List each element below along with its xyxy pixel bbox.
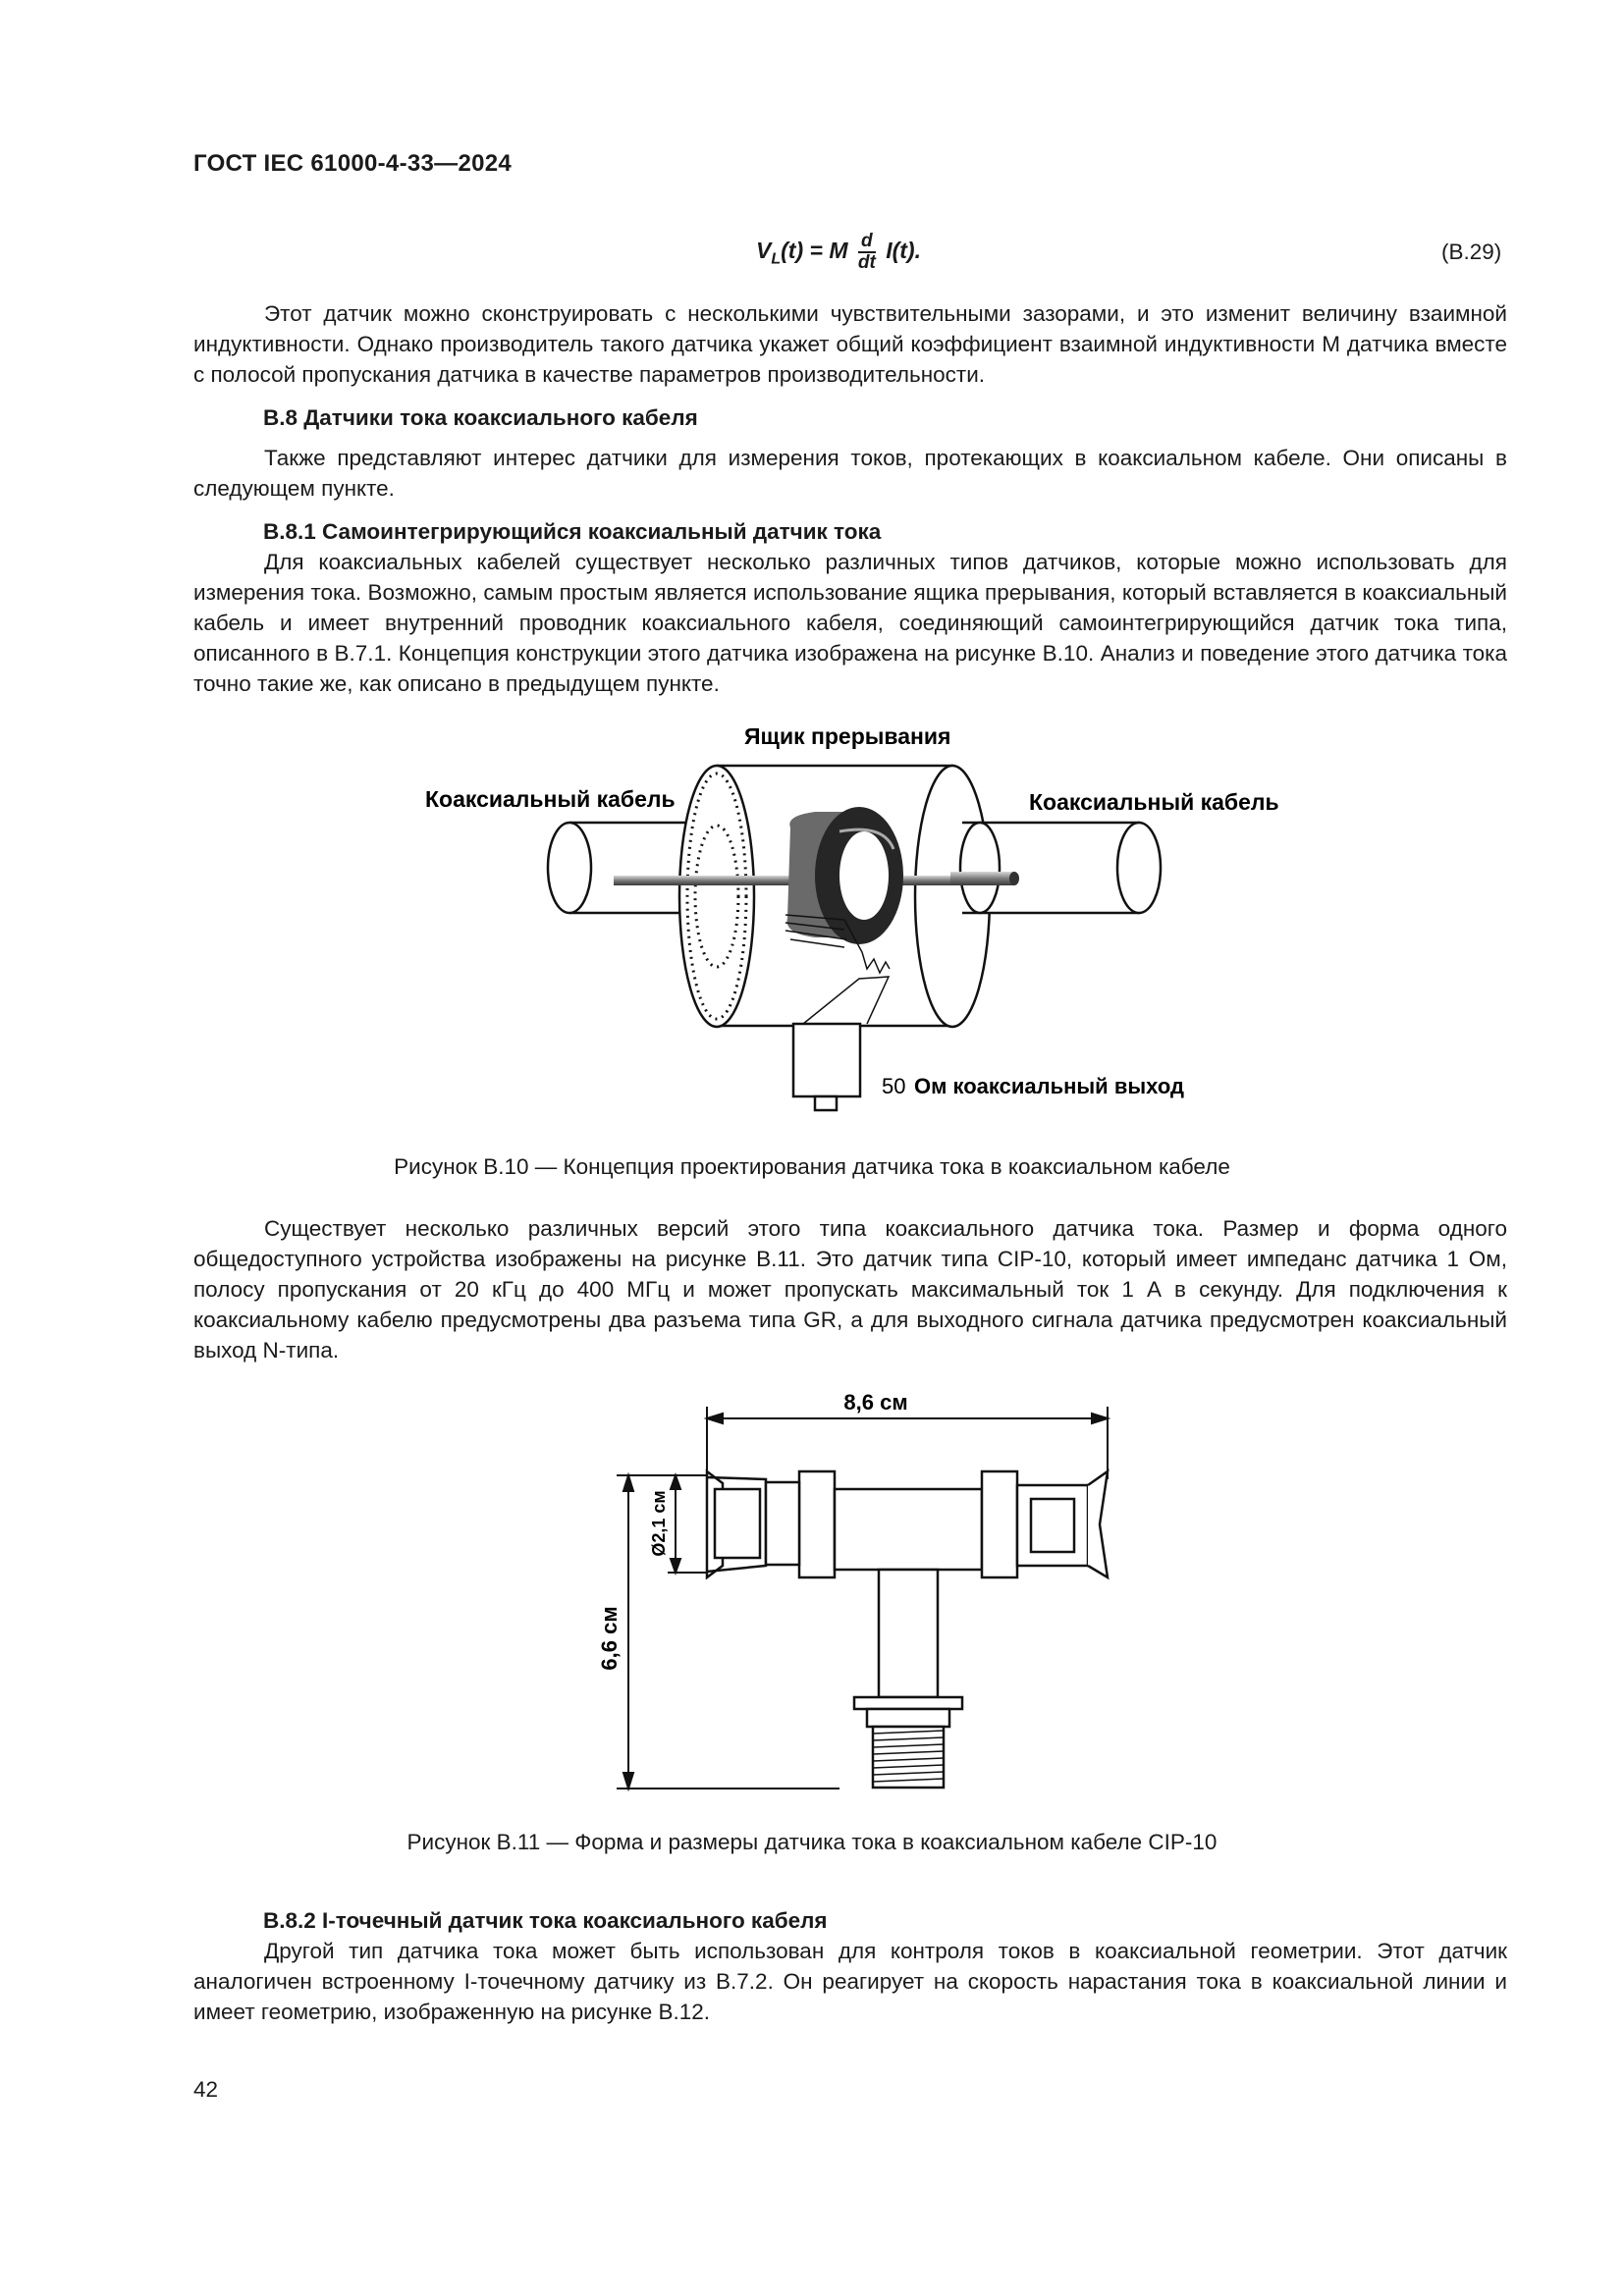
paragraph — [193, 1213, 1507, 1365]
label-output-num: 50 — [882, 1074, 906, 1098]
formula-rhs: I(t). — [886, 238, 921, 264]
figure-b11-diagram — [589, 1379, 1139, 1811]
paragraph-text: Другой тип датчика тока может быть использован для контроля токов в коаксиальной геометрии. Этот датчик аналогичен встроенному I-точечному датчику из B.7.2. Он реагирует на скорость нарастания тока в коаксиальной линии и имеет геометрию, изображенную на рисунке B.12. — [193, 1939, 1507, 2024]
formula-fraction — [858, 232, 876, 273]
paragraph-text: Для коаксиальных кабелей существует несколько различных типов датчиков, которые можно использовать для измерения тока. Возможно, самым простым является использование ящика прерывания, который вставляется в коаксиальный кабель и имеет внутренний проводник коаксиального кабеля, соединяющий самоинтегрирующийся датчик тока типа, описанного в B.7.1. Концепция конструкции этого датчика изображена на рисунке B.10. Анализ и поведение этого датчика тока точно такие же, как описано в предыдущем пункте. — [193, 550, 1507, 696]
paragraph — [193, 547, 1507, 699]
paragraph — [193, 1936, 1507, 2027]
document-header: ГОСТ IEC 61000-4-33—2024 — [193, 150, 513, 177]
formula-arg: (t) = M — [781, 238, 848, 264]
formula-subscript: L — [771, 250, 782, 268]
label-box: Ящик прерывания — [744, 723, 951, 749]
formula-lhs: V — [756, 238, 772, 264]
subsection-heading: B.8.1 Самоинтегрирующийся коаксиальный датчик тока — [263, 519, 882, 544]
paragraph — [193, 443, 1507, 504]
section-heading: B.8 Датчики тока коаксиального кабеля — [263, 405, 698, 430]
figure-b10-diagram — [393, 712, 1316, 1119]
dim-height: 6,6 см — [597, 1606, 622, 1671]
paragraph — [193, 298, 1507, 390]
dim-diameter: Ø2,1 см — [649, 1490, 669, 1557]
paragraph-text: Существует несколько различных версий этого типа коаксиального датчика тока. Размер и форма одного общедоступного устройства изображены на рисунке B.11. Это датчик типа CIP-10, который имеет импеданс датчика 1 Ом, полосу пропускания от 20 кГц до 400 МГц и может пропускать максимальный ток 1 А в секунду. Для подключения к коаксиальному кабелю предусмотрены два разъема типа GR, а для выходного сигнала датчика предусмотрен коаксиальный выход N-типа. — [193, 1216, 1507, 1362]
formula-b29 — [756, 232, 921, 273]
figure-b10-caption: Рисунок B.10 — Концепция проектирования датчика тока в коаксиальном кабеле — [394, 1154, 1230, 1179]
cip10-body — [707, 1471, 1108, 1788]
label-cable-right: Коаксиальный кабель — [1029, 789, 1279, 815]
dimension-lines — [617, 1407, 1108, 1789]
label-output-text: Ом коаксиальный выход — [914, 1074, 1184, 1098]
dim-width: 8,6 см — [843, 1390, 908, 1415]
paragraph-text: Также представляют интерес датчики для измерения токов, протекающих в коаксиальном кабеле. Они описаны в следующем пункте. — [193, 446, 1507, 501]
equation-number: (B.29) — [1441, 240, 1502, 264]
toroid-sensor — [787, 807, 903, 944]
paragraph-text: Этот датчик можно сконструировать с несколькими чувствительными зазорами, и это изменит величину взаимной индуктивности. Однако производитель такого датчика укажет общий коэффициент взаимной индуктивности M датчика вместе с полосой пропускания датчика в качестве параметров производительности. — [193, 301, 1507, 387]
subsection-heading: B.8.2 I-точечный датчик тока коаксиального кабеля — [263, 1908, 828, 1933]
formula-denominator: dt — [857, 252, 876, 273]
page-number: 42 — [193, 2077, 219, 2102]
right-coax-cable — [960, 823, 1161, 913]
label-cable-left: Коаксиальный кабель — [425, 786, 676, 812]
formula-numerator: d — [858, 232, 876, 253]
output-connector — [793, 1024, 860, 1110]
figure-b11-caption: Рисунок B.11 — Форма и размеры датчика тока в коаксиальном кабеле CIP-10 — [406, 1830, 1218, 1854]
